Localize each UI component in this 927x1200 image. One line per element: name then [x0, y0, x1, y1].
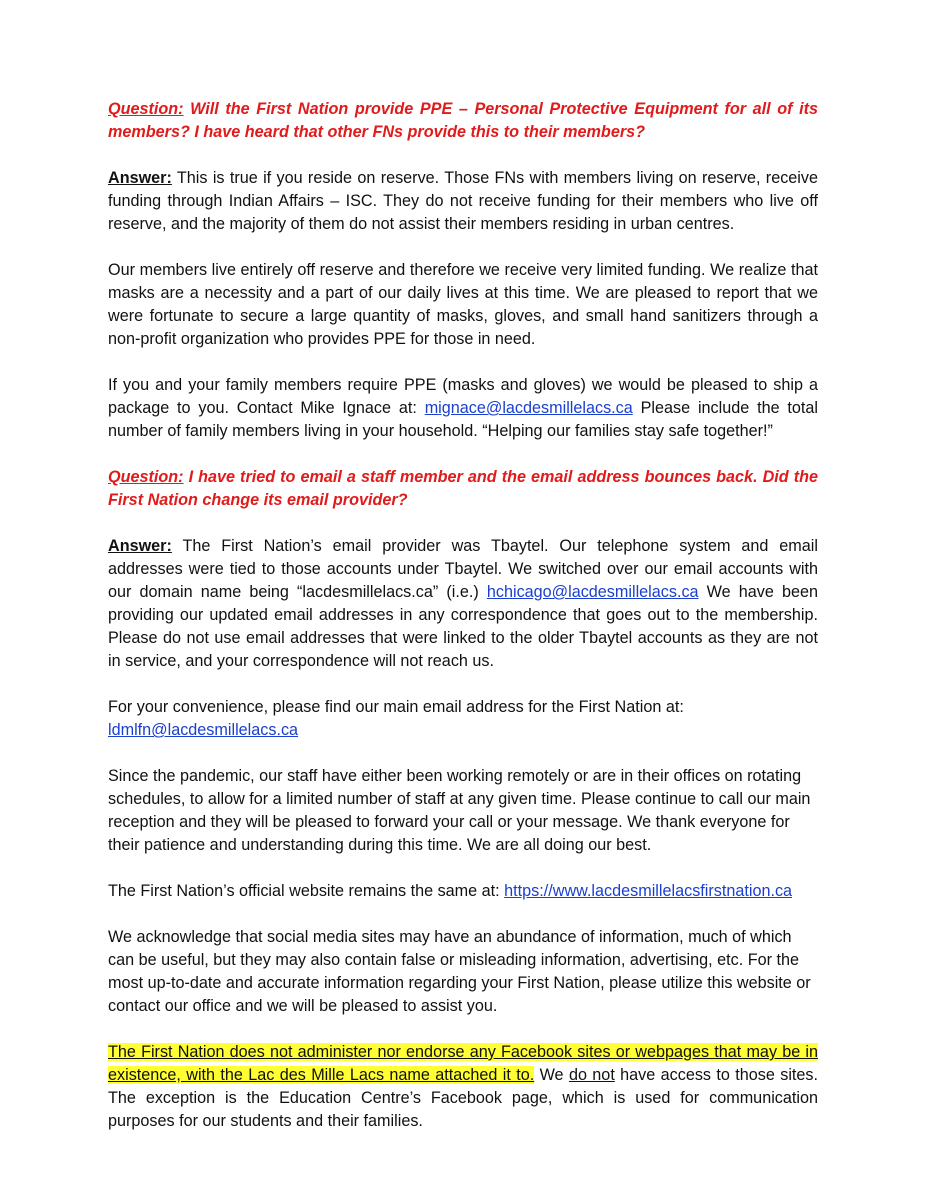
facebook-text: We — [534, 1066, 569, 1084]
ppe-contact-text-end: Please include the total number of family members living in your household. “Helping our families stay safe together!” — [108, 399, 819, 440]
paragraph-facebook — [108, 1041, 818, 1133]
paragraph-pandemic: Since the pandemic, our staff have either been working remotely or are in their offices on rotating schedules, to allow for a limited number of staff at any given time. Please continue to call our main reception and they will be pleased to forward your call or your message. We thank everyone for their patience and understanding during this time. We are all doing our best. — [108, 767, 811, 854]
paragraph-ppe-contact — [108, 374, 818, 443]
do-not-underlined: do not — [568, 1066, 615, 1084]
document-page — [108, 98, 818, 1133]
answer-label: Answer: — [108, 537, 172, 555]
answer-email — [108, 535, 818, 673]
website-intro: The First Nation’s official website remains the same at: — [108, 882, 505, 900]
answer-label: Answer: — [108, 169, 172, 187]
paragraph-main-email — [108, 696, 818, 742]
answer-text: The First Nation’s email provider was Tbaytel. Our telephone system and email addresses were tied to those accounts under Tbaytel. We switched over our email accounts with our domain name being “lacdesmillelacs.ca” (i.e.) — [108, 537, 818, 601]
paragraph-social-media: We acknowledge that social media sites may have an abundance of information, much of which can be useful, but they may also contain false or misleading information, advertising, etc. For the most up-to-date and accurate information regarding your First Nation, please utilize this website or contact our office and we will be pleased to assist you. — [108, 928, 811, 1015]
question-text: Will the First Nation provide PPE – Personal Protective Equipment for all of its members? I have heard that other FNs provide this to their members? — [108, 100, 818, 141]
question-ppe — [108, 98, 818, 144]
facebook-highlight: The First Nation does not administer nor endorse any Facebook sites or webpages that may be in existence, with the Lac des Mille Lacs name attached it to. — [108, 1043, 818, 1084]
ppe-contact-text: If you and your family members require PPE (masks and gloves) we would be pleased to ship a package to you. Contact Mike Ignace at: — [108, 376, 818, 417]
answer-ppe — [108, 167, 818, 236]
paragraph-website — [108, 880, 818, 903]
main-email-intro: For your convenience, please find our main email address for the First Nation at: — [108, 698, 684, 716]
answer-text: This is true if you reside on reserve. Those FNs with members living on reserve, receive funding through Indian Affairs – ISC. They do not receive funding for their members who live off reserve, and the majority of them do not assist their members residing in urban centres. — [108, 169, 818, 233]
facebook-text-end: have access to those sites. The exception is the Education Centre’s Facebook page, which is used for communication purposes for our students and their families. — [108, 1066, 819, 1130]
hchicago-email-link[interactable]: hchicago@lacdesmillelacs.ca — [486, 583, 699, 601]
answer-text-end: We have been providing our updated email addresses in any correspondence that goes out to the membership. Please do not use email addresses that were linked to the older Tbaytel accounts as they are not in service, and your correspondence will not reach us. — [108, 583, 818, 670]
website-link[interactable]: https://www.lacdesmillelacsfirstnation.ca — [504, 882, 793, 900]
question-label: Question: — [108, 100, 184, 118]
question-label: Question: — [108, 468, 184, 486]
question-text: I have tried to email a staff member and the email address bounces back. Did the First Nation change its email provider? — [108, 468, 818, 509]
paragraph-funding: Our members live entirely off reserve and therefore we receive very limited funding. We realize that masks are a necessity and a part of our daily lives at this time. We are pleased to report that we were fortunate to secure a large quantity of masks, gloves, and small hand sanitizers through a non-profit organization who provides PPE for those in need. — [108, 261, 818, 348]
mignace-email-link[interactable]: mignace@lacdesmillelacs.ca — [424, 399, 633, 417]
question-email — [108, 466, 818, 512]
main-email-link[interactable]: ldmlfn@lacdesmillelacs.ca — [108, 721, 299, 739]
